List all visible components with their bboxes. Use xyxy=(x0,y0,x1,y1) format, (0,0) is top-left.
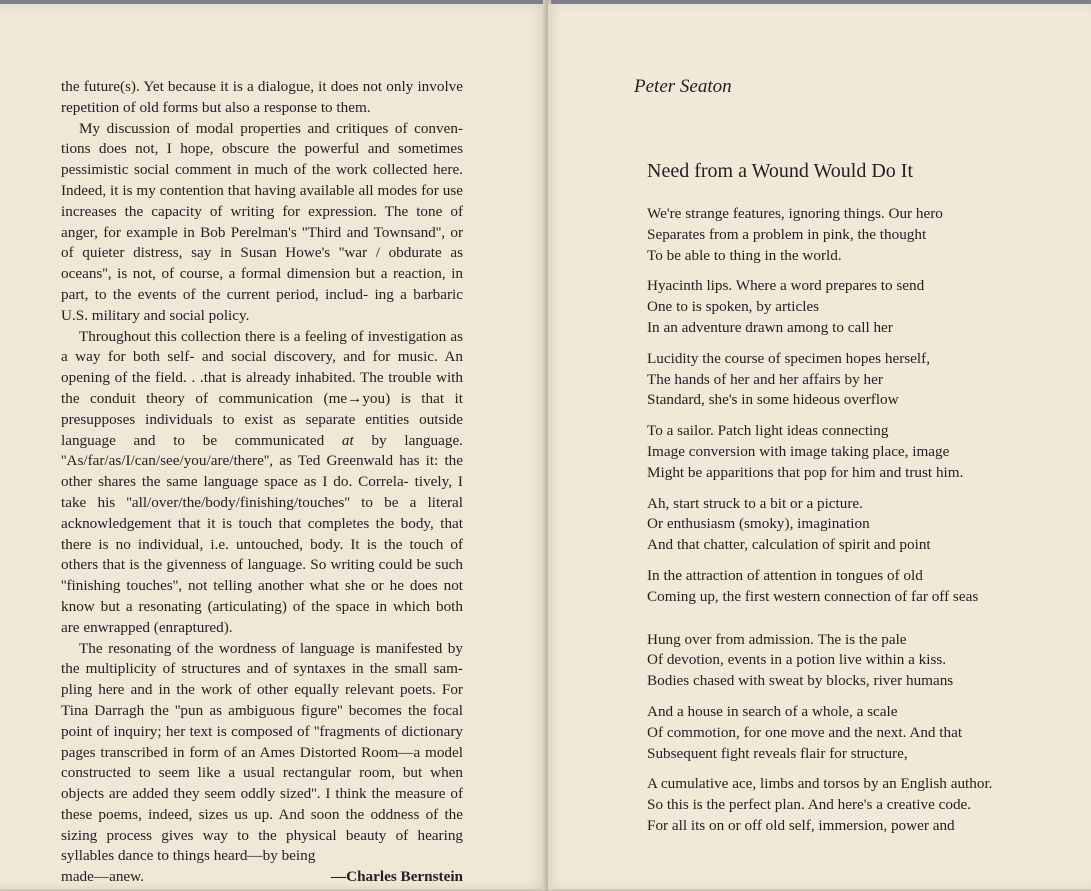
poem-title: Need from a Wound Would Do It xyxy=(647,160,913,182)
stanza xyxy=(647,421,1067,483)
text-line: could be such ''finishing touches'', not telling another what xyxy=(61,556,464,595)
signature: —Charles Bernstein xyxy=(330,868,463,886)
stanza xyxy=(647,204,1067,266)
poem-line: One to is spoken, by articles xyxy=(647,298,820,316)
text-line: Tina Darragh the ''pun as ambiguous figure'' becomes the xyxy=(61,701,427,719)
text-line: anger, for example in Bob Perelman's ''Third and xyxy=(61,223,369,241)
poem-line: Of commotion, for one move and the next. And that xyxy=(647,723,963,741)
text-line: Townsand'', or of quieter distress, say in Susan Howe's ''war / xyxy=(61,223,464,262)
text-line: a literal acknowledgement that it is touch that completes the xyxy=(61,493,463,532)
poem-line: And a house in search of a whole, a scale xyxy=(647,702,898,720)
poem-line: Image conversion with image taking place, image xyxy=(647,442,950,460)
poem-line: A cumulative ace, limbs and torsos by an English author. xyxy=(647,775,993,793)
text-line: beauty of hearing syllables dance to things heard—by being xyxy=(61,826,464,865)
text-line: My discussion of modal properties and critiques of conven- xyxy=(79,119,463,137)
text-line: pling here and in the work of other equally relevant poets. For xyxy=(61,681,463,699)
poem-line: Standard, she's in some hideous overflow xyxy=(647,391,899,409)
paragraph-4 xyxy=(61,639,463,868)
stanza xyxy=(647,774,1067,836)
essay-text xyxy=(61,77,463,888)
poem-line: Subsequent fight reveals flair for structure, xyxy=(647,744,908,762)
text-line: tively, I take his ''all/over/the/body/finishing/touches'' to be xyxy=(61,473,463,511)
poem-line: The hands of her and her affairs by her xyxy=(647,370,883,388)
text-line: the future(s). Yet because it is a dialogue, it does not only xyxy=(61,78,414,95)
poem-line: So this is the perfect plan. And here's a creative code. xyxy=(647,796,972,814)
paragraph-1 xyxy=(61,77,463,119)
text-line: opening of the field. . .that is already inhabited. The trouble xyxy=(61,369,432,387)
text-line: body, that there is no individual, i.e. untouched, body. It is xyxy=(61,514,463,553)
stanza xyxy=(647,566,1067,608)
text-line: Room—a model constructed to seem like a usual rectangular xyxy=(61,743,463,782)
paragraph-3 xyxy=(61,327,463,639)
text-line: with the conduit theory of communication (me→you) is that it xyxy=(61,369,463,407)
poem-line: Might be apparitions that pop for him and trust him. xyxy=(647,463,964,481)
text-line: space in which both are enwrapped (enraptured). xyxy=(61,597,463,636)
text-line: it: the other shares the same language space as I do. Correla- xyxy=(61,452,464,491)
text-line: focal point of inquiry; her text is composed of ''fragments of xyxy=(61,701,464,740)
poem-line: Of devotion, events in a potion live within a kiss. xyxy=(647,651,947,669)
text-line: obdurate as oceans'', is not, of course, a formal dimension but xyxy=(61,244,463,283)
poem-line: In the attraction of attention in tongues of old xyxy=(647,566,923,584)
text-line: ''As/far/as/I/can/see/you/are/there'', as Ted Greenwald has xyxy=(61,452,420,470)
closing-line xyxy=(61,867,463,888)
text-line: the multiplicity of structures and of syntaxes in the small sam- xyxy=(61,660,463,678)
text-line: Indeed, it is my contention that having available all modes for xyxy=(61,181,439,199)
text-line: the touch of others that is the givenness of language. So writing xyxy=(61,535,464,574)
poem-line: Separates from a problem in pink, the thought xyxy=(647,225,927,243)
stanza xyxy=(647,630,1067,692)
stanza xyxy=(647,494,1067,556)
text-line: a reaction, in part, to the events of the current period, includ- xyxy=(61,265,464,303)
text-line: ing a barbaric U.S. military and social policy. xyxy=(61,285,464,324)
stanza xyxy=(647,349,1067,411)
poem-line: Hyacinth lips. Where a word prepares to send xyxy=(647,277,925,295)
paragraph-2 xyxy=(61,119,463,327)
poem-line: Hung over from admission. The is the pale xyxy=(647,630,907,648)
poem-line: And that chatter, calculation of spirit and point xyxy=(647,536,931,554)
text-line: as a way for both self- and social discovery, and for music. An xyxy=(61,327,464,366)
poem-body xyxy=(647,204,1067,847)
text-line: use increases the capacity of writing for expression. The tone of xyxy=(61,181,463,220)
poem-line: We're strange features, ignoring things. Our hero xyxy=(647,205,943,222)
poem-line: Bodies chased with sweat by blocks, river humans xyxy=(647,672,954,690)
text-line: The resonating of the wordness of language is manifested by xyxy=(79,639,463,657)
poem-line: Coming up, the first western connection of far off seas xyxy=(647,587,979,605)
poem-line: For all its on or off old self, immersion, power and xyxy=(647,816,955,834)
poem-line: To be able to thing in the world. xyxy=(647,246,842,264)
text-line: presupposes individuals to exist as separate entities outside xyxy=(61,410,463,428)
text-line: room, but when objects are added they seem oddly sized''. I xyxy=(61,764,463,803)
text-line: tions does not, I hope, obscure the powerful and sometimes xyxy=(61,140,463,158)
text-line: made—anew. xyxy=(61,868,144,886)
stanza xyxy=(647,702,1067,764)
left-page xyxy=(0,4,545,889)
poem-line: Or enthusiasm (smoky), imagination xyxy=(647,515,870,533)
text-line: language and to be communicated at by language. xyxy=(61,431,463,449)
poem-line: Lucidity the course of specimen hopes herself, xyxy=(647,349,930,367)
text-line: soon the oddness of the sizing process gives way to the physical xyxy=(61,805,464,844)
poem-line: To a sailor. Patch light ideas connecting xyxy=(647,422,889,440)
text-line: pessimistic social comment in much of the work collected here. xyxy=(61,161,463,179)
text-line: involve repetition of old forms but also a response to them. xyxy=(61,78,463,116)
text-line: she or he does not know but a resonating (articulating) of the xyxy=(61,577,464,615)
author-name: Peter Seaton xyxy=(634,76,732,97)
text-line: dictionary pages transcribed in form of an Ames Distorted xyxy=(61,722,464,761)
text-line: think the measure of these poems, indeed, sizes us up. And xyxy=(61,785,464,823)
poem-line: Ah, start struck to a bit or a picture. xyxy=(647,494,863,512)
stanza xyxy=(647,276,1067,338)
text-line: Throughout this collection there is a feeling of investigation xyxy=(79,327,447,345)
poem-line: In an adventure drawn among to call her xyxy=(647,318,893,336)
